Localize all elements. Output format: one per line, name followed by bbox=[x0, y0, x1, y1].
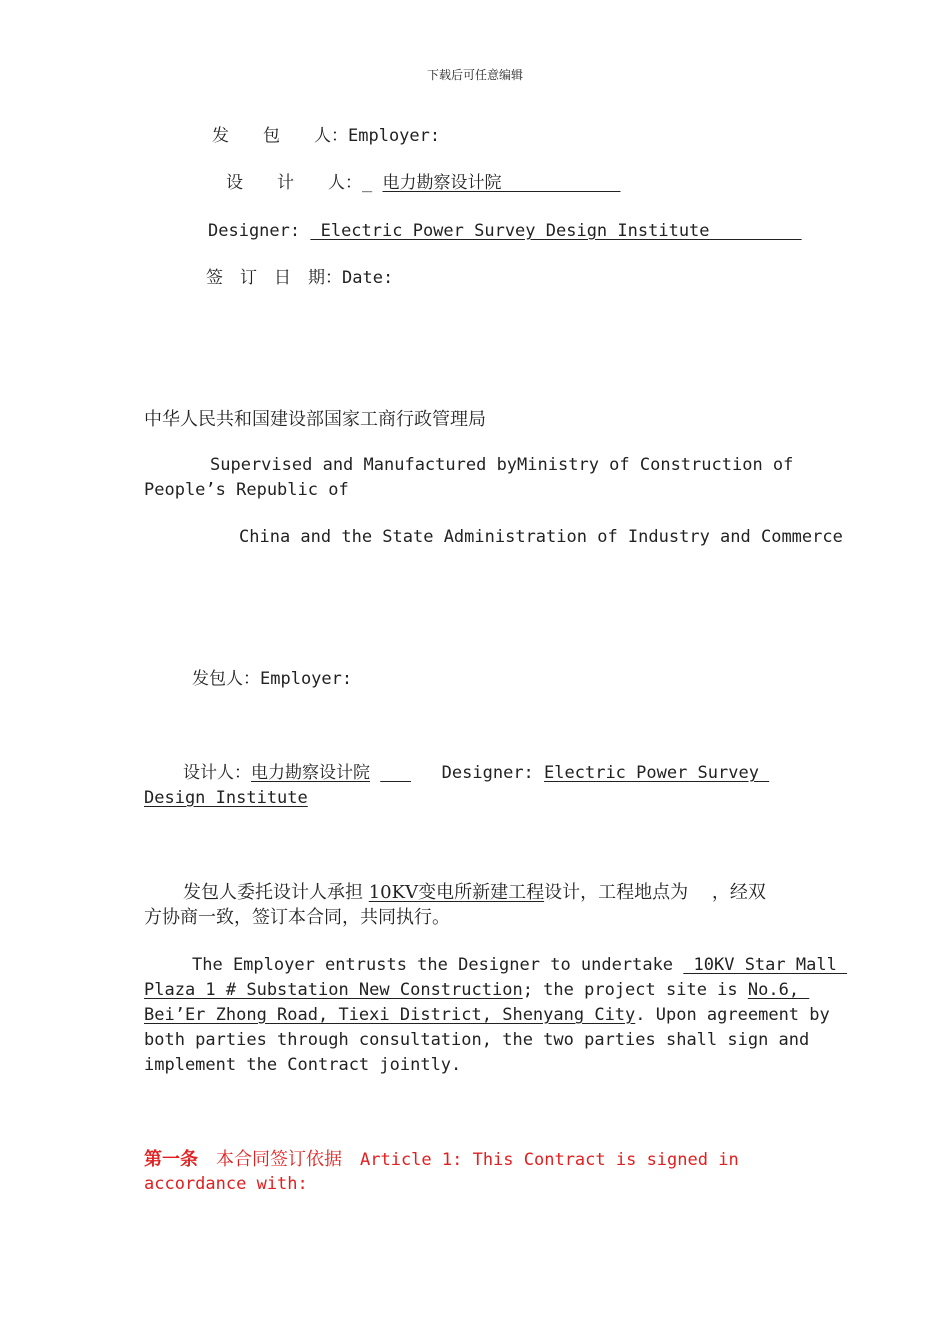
supervision-en-line2: People’s Republic of bbox=[144, 480, 349, 500]
intro-en-a: The Employer entrusts the Designer to undertake bbox=[192, 955, 684, 975]
article1-number: 第一条 bbox=[144, 1149, 198, 1170]
parties-designer-blank bbox=[380, 763, 411, 783]
intro-en-line4: both parties through consultation, the two parties shall sign and bbox=[144, 1030, 810, 1050]
supervision-cn: 中华人民共和国建设部国家工商行政管理局 bbox=[144, 409, 486, 430]
intro-en-line5: implement the Contract jointly. bbox=[144, 1055, 462, 1075]
parties-designer-label: 设计人： bbox=[183, 763, 251, 783]
article1-heading bbox=[144, 1147, 739, 1173]
supervision-en-line3: China and the State Administration of Industry and Commerce bbox=[239, 527, 843, 547]
cover-designer-en-label: Designer: bbox=[208, 221, 311, 241]
intro-cn-line1 bbox=[183, 880, 766, 905]
page-header-note: 下载后可任意编辑 bbox=[426, 68, 523, 82]
intro-cn-a: 发包人委托设计人承担 bbox=[183, 882, 369, 903]
intro-en-project2: Plaza 1 # Substation New Construction bbox=[144, 980, 523, 1000]
cover-designer-en bbox=[208, 219, 802, 244]
article1-title-en1: Article 1: This Contract is signed in bbox=[360, 1150, 739, 1170]
cover-date-label: 签 订 日 期：Date: bbox=[206, 268, 394, 288]
intro-cn-b: 设计，工程地点为 ，经双 bbox=[544, 882, 766, 903]
cover-designer-cn-value: 电力勘察设计院 bbox=[382, 173, 621, 193]
cover-designer-cn-label: 设 计 人：_ bbox=[226, 173, 383, 193]
article1-title-cn: 本合同签订依据 bbox=[198, 1149, 360, 1170]
cover-designer-cn bbox=[226, 171, 620, 196]
cover-employer-label: 发 包 人：Employer: bbox=[212, 126, 441, 146]
article1-title-en2: accordance with: bbox=[144, 1174, 308, 1194]
cover-designer-en-value: Electric Power Survey Design Institute bbox=[310, 221, 802, 241]
intro-cn-project: 10KV变电所新建工程 bbox=[368, 882, 545, 903]
intro-cn-line2: 方协商一致，签订本合同，共同执行。 bbox=[144, 907, 450, 928]
intro-en-c: . Upon agreement by bbox=[635, 1005, 830, 1025]
parties-designer-en-line2: Design Institute bbox=[144, 788, 308, 808]
parties-designer-en-label: Designer: bbox=[410, 763, 545, 783]
parties-designer-cn: 电力勘察设计院 bbox=[251, 763, 370, 783]
intro-en-line1 bbox=[192, 953, 847, 978]
intro-en-project1: 10KV Star Mall bbox=[683, 955, 848, 975]
parties-employer: 发包人：Employer: bbox=[192, 669, 353, 689]
intro-en-site1: No.6, bbox=[747, 980, 810, 1000]
intro-en-site2: Bei’Er Zhong Road, Tiexi District, Shenyang City bbox=[144, 1005, 636, 1025]
intro-en-line2 bbox=[144, 978, 809, 1003]
supervision-en-line1: Supervised and Manufactured byMinistry of Construction of bbox=[210, 455, 794, 475]
intro-en-b: ; the project site is bbox=[522, 980, 748, 1000]
parties-designer-line1 bbox=[183, 761, 769, 786]
parties-designer-en-line1: Electric Power Survey bbox=[544, 763, 770, 783]
parties-designer-line2 bbox=[144, 786, 308, 811]
intro-en-line3 bbox=[144, 1003, 830, 1028]
